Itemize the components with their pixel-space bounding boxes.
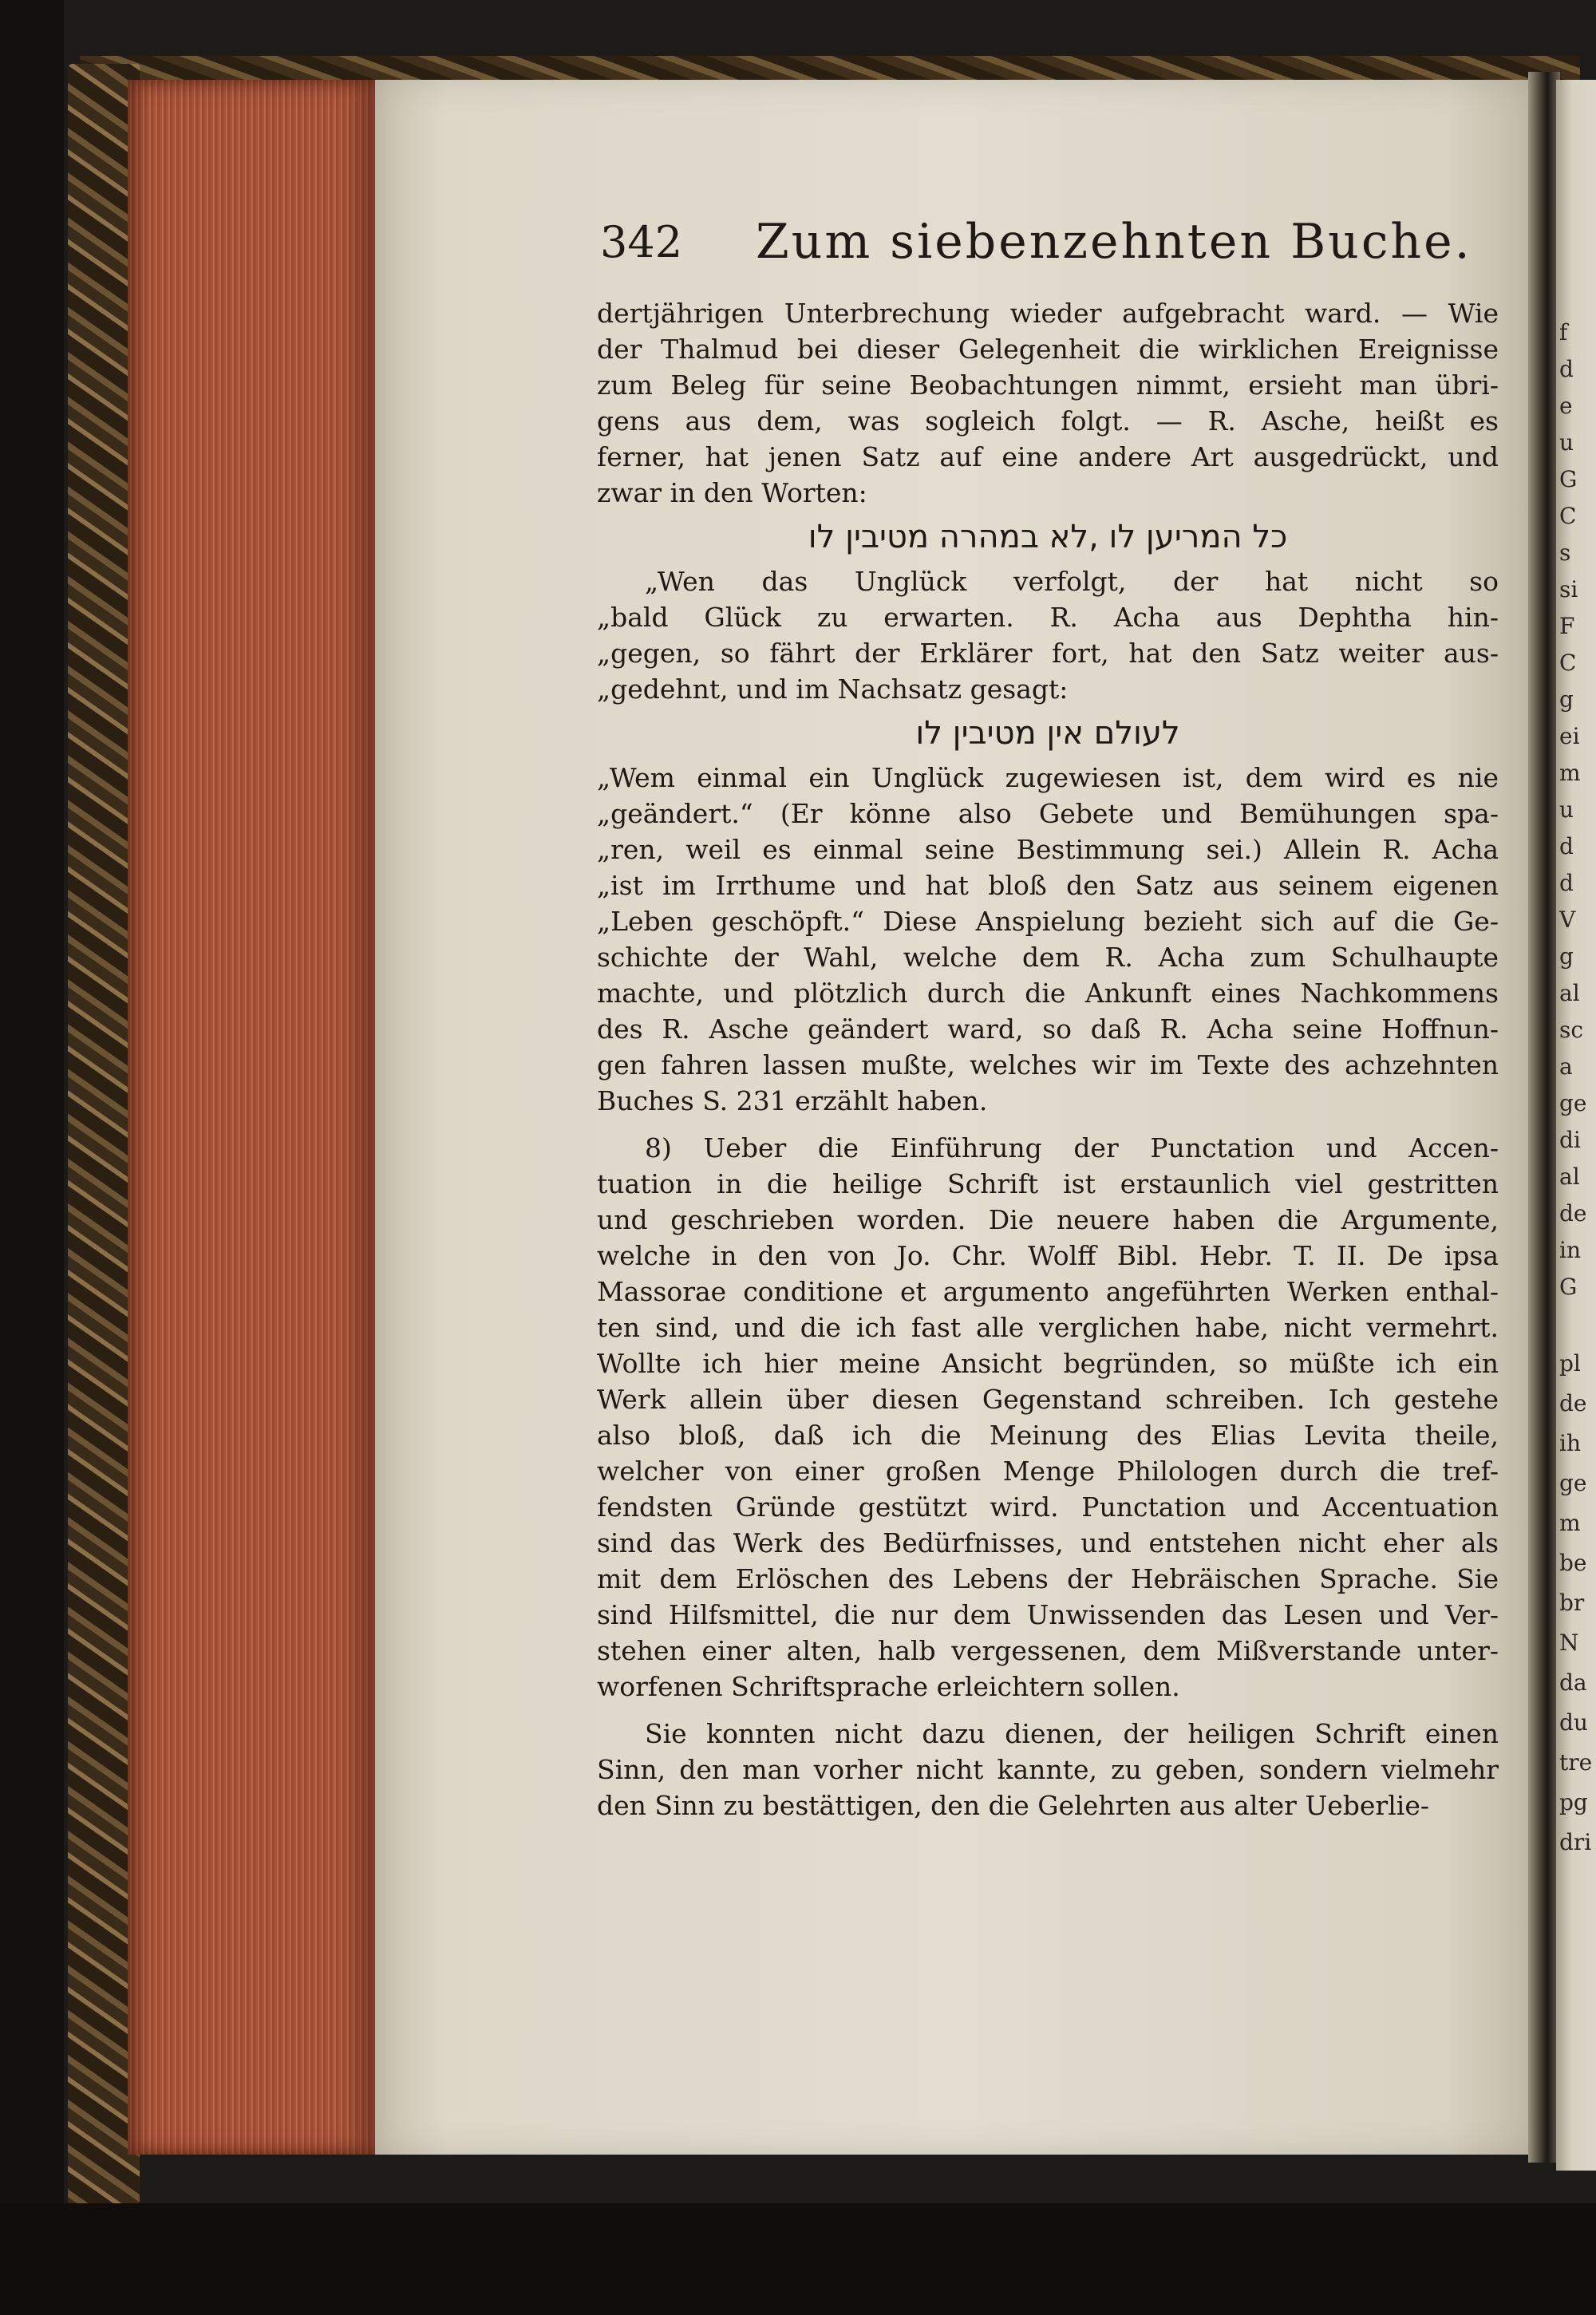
text-line: welche in den von Jo. Chr. Wolff Bibl. Hebr. T. II. De ipsa <box>597 1240 1499 1271</box>
page-number: 342 <box>600 217 683 267</box>
quote-translation-2 <box>597 760 1499 1119</box>
paragraph-continuation <box>597 295 1499 511</box>
background-left <box>0 0 64 2315</box>
facing-page-fragment: sc <box>1559 1017 1584 1043</box>
facing-page-fragment: ge <box>1559 1090 1587 1116</box>
text-line: den Sinn zu bestättigen, den die Gelehrten aus alter Ueberlie- <box>597 1790 1429 1821</box>
running-head: Zum siebenzehnten Buche. <box>756 214 1472 270</box>
facing-page-fragment: g <box>1559 686 1574 713</box>
facing-page-fragment: de <box>1559 1390 1587 1416</box>
text-line: „gegen, so fährt der Erklärer fort, hat den Satz weiter aus- <box>597 638 1499 669</box>
text-line: Sie konnten nicht dazu dienen, der heiligen Schrift einen <box>645 1718 1499 1749</box>
text-line: fendsten Gründe gestützt wird. Punctation und Accentuation <box>597 1491 1499 1523</box>
text-line: machte, und plötzlich durch die Ankunft eines Nachkommens <box>597 978 1499 1009</box>
text-line: 8) Ueber die Einführung der Punctation und Accen- <box>645 1132 1499 1163</box>
facing-page-fragment: d <box>1559 870 1574 896</box>
text-line: der Thalmud bei dieser Gelegenheit die wirklichen Ereignisse <box>597 334 1499 365</box>
facing-page-fragment: g <box>1559 943 1574 970</box>
facing-page-fragment: V <box>1559 907 1576 933</box>
facing-page-fragment: e <box>1559 393 1573 419</box>
facing-page-fragment: a <box>1559 1053 1573 1080</box>
note-8-paragraph <box>597 1130 1499 1705</box>
facing-page-fragment: u <box>1559 429 1574 456</box>
facing-page-fragment: si <box>1559 576 1578 602</box>
quote-translation-1 <box>597 563 1499 707</box>
facing-page-fragment: al <box>1559 1163 1580 1190</box>
text-line: zwar in den Worten: <box>597 477 867 508</box>
facing-page-fragment: br <box>1559 1590 1585 1616</box>
text-line: also bloß, daß ich die Meinung des Elias Levita theile, <box>597 1420 1499 1451</box>
text-line: „Wen das Unglück verfolgt, der hat nicht so <box>645 566 1499 597</box>
facing-page-fragment: G <box>1559 466 1578 492</box>
facing-page-fragment: f <box>1559 319 1568 346</box>
text-line: Sinn, den man vorher nicht kannte, zu geben, sondern vielmehr <box>597 1754 1499 1785</box>
text-line: und geschrieben worden. Die neuere haben die Argumente, <box>597 1204 1499 1235</box>
facing-page-fragment: di <box>1559 1127 1581 1153</box>
facing-page-fragment: m <box>1559 1510 1581 1536</box>
text-line: „geändert.“ (Er könne also Gebete und Bemühungen spa- <box>597 798 1499 829</box>
facing-page-fragment: in <box>1559 1237 1581 1263</box>
text-line: worfenen Schriftsprache erleichtern sollen. <box>597 1671 1180 1702</box>
facing-page-fragment: pl <box>1559 1350 1581 1377</box>
closing-paragraph <box>597 1716 1499 1823</box>
facing-page-fragment: da <box>1559 1669 1587 1696</box>
text-line: sind das Werk des Bedürfnisses, und entstehen nicht eher als <box>597 1527 1499 1558</box>
facing-page-fragment: G <box>1559 1274 1578 1300</box>
facing-page-fragment: N <box>1559 1630 1579 1656</box>
hebrew-quote-2: לעולם אין מטיבין לו <box>915 715 1180 752</box>
facing-page <box>1556 80 1596 2171</box>
facing-page-fragment: m <box>1559 760 1581 786</box>
text-line: ten sind, und die ich fast alle verglichen habe, nicht vermehrt. <box>597 1312 1499 1343</box>
facing-page-fragment: F <box>1559 613 1575 639</box>
facing-page-fragment: C <box>1559 650 1577 676</box>
background-bottom <box>0 2203 1596 2315</box>
text-line: dertjährigen Unterbrechung wieder aufgebracht ward. — Wie <box>597 298 1499 329</box>
text-line: Wollte ich hier meine Ansicht begründen, so müßte ich ein <box>597 1348 1499 1379</box>
text-line: schichte der Wahl, welche dem R. Acha zum Schulhaupte <box>597 942 1499 973</box>
text-line: des R. Asche geändert ward, so daß R. Acha seine Hoffnun- <box>597 1013 1499 1045</box>
text-line: zum Beleg für seine Beobachtungen nimmt, ersieht man übri- <box>597 369 1499 401</box>
facing-page-fragment: ge <box>1559 1470 1587 1496</box>
facing-page-fragment: ih <box>1559 1430 1581 1456</box>
facing-page-fragment: s <box>1559 539 1571 566</box>
text-line: „Wem einmal ein Unglück zugewiesen ist, dem wird es nie <box>597 762 1499 793</box>
text-line: Massorae conditione et argumento angeführten Werken enthal- <box>597 1276 1499 1307</box>
facing-page-fragment: dri <box>1559 1829 1592 1855</box>
facing-page-fragment: C <box>1559 503 1577 529</box>
text-line: „bald Glück zu erwarten. R. Acha aus Dephtha hin- <box>597 602 1499 633</box>
facing-page-fragment: d <box>1559 356 1574 382</box>
page-header <box>600 214 1502 281</box>
text-line: welcher von einer großen Menge Philologen durch die tref- <box>597 1456 1499 1487</box>
text-line: „ist im Irrthume und hat bloß den Satz aus seinem eigenen <box>597 870 1499 901</box>
facing-page-fragment: tre <box>1559 1749 1593 1776</box>
text-line: stehen einer alten, halb vergessenen, dem Mißverstande unter- <box>597 1635 1499 1666</box>
facing-page-fragment: de <box>1559 1200 1587 1227</box>
facing-page-fragment: du <box>1559 1709 1588 1736</box>
text-line: gen fahren lassen mußte, welches wir im Texte des achzehnten <box>597 1049 1499 1080</box>
facing-page-fragment: u <box>1559 796 1574 823</box>
page-edges <box>128 80 375 2155</box>
text-line: ferner, hat jenen Satz auf eine andere Art ausgedrückt, und <box>597 441 1499 472</box>
text-line: Buches S. 231 erzählt haben. <box>597 1085 988 1116</box>
text-line: Werk allein über diesen Gegenstand schreiben. Ich gestehe <box>597 1384 1499 1415</box>
facing-page-fragment: al <box>1559 980 1580 1006</box>
text-line: tuation in die heilige Schrift ist erstaunlich viel gestritten <box>597 1168 1499 1199</box>
text-line: mit dem Erlöschen des Lebens der Hebräischen Sprache. Sie <box>597 1563 1499 1594</box>
book-gutter <box>1528 72 1560 2163</box>
text-line: „gedehnt, und im Nachsatz gesagt: <box>597 674 1069 705</box>
text-line: „Leben geschöpft.“ Diese Anspielung bezieht sich auf die Ge- <box>597 906 1499 937</box>
facing-page-fragment: pg <box>1559 1789 1588 1815</box>
text-line: „ren, weil es einmal seine Bestimmung sei.) Allein R. Acha <box>597 834 1499 865</box>
page-body <box>597 295 1499 1823</box>
facing-page-fragment: ei <box>1559 723 1580 749</box>
facing-page-fragment: d <box>1559 833 1574 859</box>
facing-page-fragment: be <box>1559 1550 1587 1576</box>
text-line: gens aus dem, was sogleich folgt. — R. Asche, heißt es <box>597 405 1499 437</box>
text-line: sind Hilfsmittel, die nur dem Unwissenden das Lesen und Ver- <box>597 1599 1499 1630</box>
hebrew-quote-1: כל המריען לו ,לא במהרה מטיבין לו <box>808 519 1288 555</box>
